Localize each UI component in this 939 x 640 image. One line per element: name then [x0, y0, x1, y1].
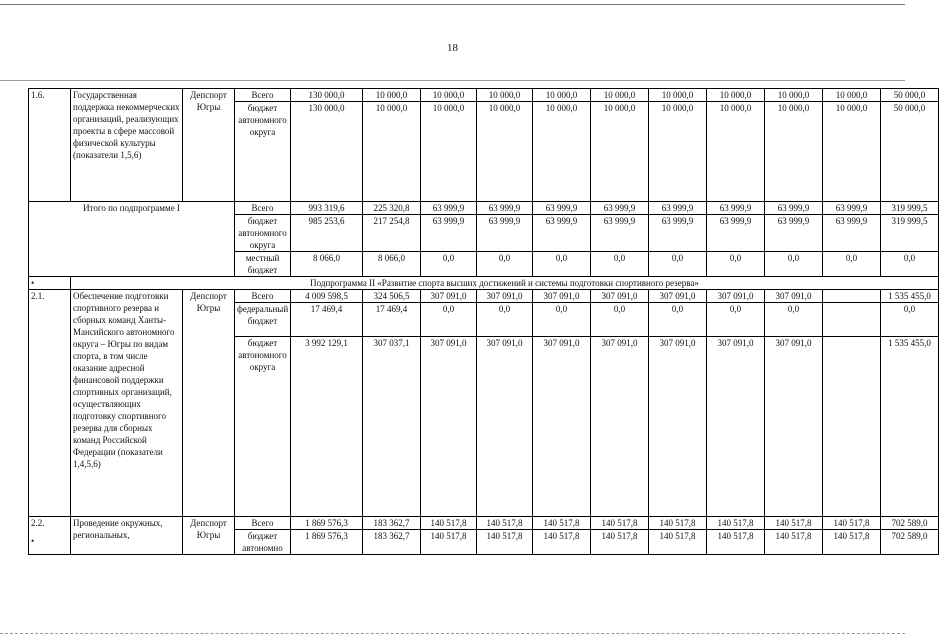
amount-cell: 702 589,0 [881, 530, 939, 555]
amount-cell: 10 000,0 [421, 89, 477, 102]
amount-cell: 10 000,0 [591, 102, 649, 202]
amount-cell: 0,0 [881, 252, 939, 277]
amount-cell: 140 517,8 [533, 517, 591, 530]
amount-cell: 307 091,0 [707, 337, 765, 517]
table-row [29, 202, 939, 215]
amount-cell: 0,0 [591, 252, 649, 277]
amount-cell: 140 517,8 [421, 530, 477, 555]
amount-cell: 0,0 [477, 252, 533, 277]
amount-cell: 319 999,5 [881, 202, 939, 215]
amount-cell: 140 517,8 [649, 517, 707, 530]
amount-cell: 63 999,9 [421, 215, 477, 252]
amount-cell: 10 000,0 [765, 102, 823, 202]
amount-cell: 0,0 [881, 303, 939, 337]
amount-cell: 130 000,0 [291, 89, 363, 102]
amount-cell: 319 999,5 [881, 215, 939, 252]
scan-edge-line [0, 80, 905, 81]
amount-cell: 10 000,0 [707, 102, 765, 202]
amount-cell [823, 337, 881, 517]
amount-cell: 324 506,5 [363, 290, 421, 303]
subprogram-heading-row [29, 277, 939, 290]
amount-cell: 63 999,9 [649, 202, 707, 215]
amount-cell: 307 091,0 [421, 290, 477, 303]
amount-cell: 140 517,8 [707, 517, 765, 530]
amount-cell: 307 091,0 [477, 337, 533, 517]
amount-cell: 63 999,9 [591, 202, 649, 215]
funding-source: бюджет автономно [235, 530, 291, 555]
amount-cell: 8 066,0 [363, 252, 421, 277]
page-number: 18 [447, 42, 458, 54]
funding-source: бюджет автономного округа [235, 215, 291, 252]
total-label: Итого по подпрограмме I [29, 202, 235, 277]
funding-source: Всего [235, 517, 291, 530]
amount-cell: 0,0 [421, 303, 477, 337]
amount-cell: 1 869 576,3 [291, 517, 363, 530]
amount-cell: 0,0 [477, 303, 533, 337]
amount-cell: 0,0 [765, 252, 823, 277]
funding-source: Всего [235, 290, 291, 303]
amount-cell: 10 000,0 [477, 89, 533, 102]
amount-cell: 17 469,4 [291, 303, 363, 337]
funding-source: Всего [235, 202, 291, 215]
amount-cell: 63 999,9 [823, 202, 881, 215]
amount-cell: 63 999,9 [707, 202, 765, 215]
amount-cell: 63 999,9 [421, 202, 477, 215]
amount-cell: 10 000,0 [363, 89, 421, 102]
funding-source: бюджет автономного округа [235, 102, 291, 202]
amount-cell: 8 066,0 [291, 252, 363, 277]
amount-cell: 10 000,0 [707, 89, 765, 102]
amount-cell: 130 000,0 [291, 102, 363, 202]
budget-table [28, 88, 939, 555]
amount-cell: 307 091,0 [533, 290, 591, 303]
amount-cell: 63 999,9 [477, 202, 533, 215]
amount-cell: 993 319,6 [291, 202, 363, 215]
funding-source: федеральный бюджет [235, 303, 291, 337]
amount-cell: 63 999,9 [765, 215, 823, 252]
amount-cell: 140 517,8 [765, 530, 823, 555]
measure-name: Обеспечение подготовки спортивного резерва и сборных команд Ханты-Мансийского автономного округа – Югры по видам спорта, в том числе оказание адресной финансовой поддержки спортивных организаций, осуществляющих подготовку спортивного резерва для сборных команд Российской Федерации (показатели 1,4,5,6) [71, 290, 183, 517]
funding-source: бюджет автономного округа [235, 337, 291, 517]
amount-cell: 307 091,0 [591, 337, 649, 517]
row-number: 1.6. [29, 89, 71, 202]
amount-cell: 140 517,8 [823, 530, 881, 555]
amount-cell: 63 999,9 [649, 215, 707, 252]
amount-cell: 140 517,8 [649, 530, 707, 555]
amount-cell: 985 253,6 [291, 215, 363, 252]
measure-name: Государственная поддержка некоммерческих организаций, реализующих проекты в сфере массовой физической культуры (показатели 1,5,6) [71, 89, 183, 202]
row-number: 2.1. [29, 290, 71, 517]
scan-edge-top [0, 4, 905, 5]
amount-cell: 225 320,8 [363, 202, 421, 215]
amount-cell: 50 000,0 [881, 102, 939, 202]
amount-cell: 183 362,7 [363, 530, 421, 555]
amount-cell: 63 999,9 [823, 215, 881, 252]
scan-edge-bottom [0, 633, 905, 634]
amount-cell: 0,0 [823, 252, 881, 277]
amount-cell: 10 000,0 [649, 89, 707, 102]
amount-cell [823, 290, 881, 303]
measure-name: Проведение окружных, региональных, [71, 517, 183, 555]
amount-cell: 140 517,8 [765, 517, 823, 530]
amount-cell: 183 362,7 [363, 517, 421, 530]
amount-cell [823, 303, 881, 337]
row-number: 2.2. [31, 518, 45, 528]
executor: Депспорт Югры [183, 89, 235, 202]
amount-cell: 10 000,0 [533, 89, 591, 102]
amount-cell: 307 037,1 [363, 337, 421, 517]
funding-source: Всего [235, 89, 291, 102]
amount-cell: 0,0 [533, 252, 591, 277]
amount-cell: 10 000,0 [533, 102, 591, 202]
table-row [29, 290, 939, 303]
amount-cell: 63 999,9 [533, 215, 591, 252]
amount-cell: 10 000,0 [591, 89, 649, 102]
amount-cell: 217 254,8 [363, 215, 421, 252]
amount-cell: 307 091,0 [765, 337, 823, 517]
amount-cell: 63 999,9 [591, 215, 649, 252]
amount-cell: 307 091,0 [649, 290, 707, 303]
executor: Депспорт Югры [183, 517, 235, 555]
table-row [29, 89, 939, 102]
amount-cell: 307 091,0 [649, 337, 707, 517]
amount-cell: 140 517,8 [421, 517, 477, 530]
funding-source: местный бюджет [235, 252, 291, 277]
table-body [29, 89, 939, 555]
amount-cell: 307 091,0 [765, 290, 823, 303]
amount-cell: 307 091,0 [591, 290, 649, 303]
amount-cell: 307 091,0 [707, 290, 765, 303]
executor: Депспорт Югры [183, 290, 235, 517]
amount-cell: 10 000,0 [649, 102, 707, 202]
amount-cell: 1 535 455,0 [881, 290, 939, 303]
amount-cell: 0,0 [533, 303, 591, 337]
amount-cell: 10 000,0 [823, 89, 881, 102]
amount-cell: 307 091,0 [533, 337, 591, 517]
amount-cell: 10 000,0 [363, 102, 421, 202]
amount-cell: 63 999,9 [533, 202, 591, 215]
amount-cell: 0,0 [591, 303, 649, 337]
amount-cell: 63 999,9 [477, 215, 533, 252]
amount-cell: 4 009 598,5 [291, 290, 363, 303]
amount-cell: 140 517,8 [477, 517, 533, 530]
amount-cell: 140 517,8 [477, 530, 533, 555]
amount-cell: 140 517,8 [823, 517, 881, 530]
amount-cell: 50 000,0 [881, 89, 939, 102]
amount-cell: 63 999,9 [765, 202, 823, 215]
amount-cell: 702 589,0 [881, 517, 939, 530]
amount-cell: 140 517,8 [591, 517, 649, 530]
amount-cell: 0,0 [649, 303, 707, 337]
bullet-mark: • [29, 277, 71, 290]
row-number [29, 517, 71, 555]
amount-cell: 307 091,0 [421, 337, 477, 517]
amount-cell: 10 000,0 [765, 89, 823, 102]
amount-cell: 0,0 [707, 252, 765, 277]
amount-cell: 0,0 [707, 303, 765, 337]
amount-cell: 63 999,9 [707, 215, 765, 252]
amount-cell: 140 517,8 [533, 530, 591, 555]
amount-cell: 307 091,0 [477, 290, 533, 303]
amount-cell: 140 517,8 [707, 530, 765, 555]
table-row [29, 517, 939, 530]
subprogram-title: Подпрограмма II «Развитие спорта высших достижений и системы подготовки спортивного резерва» [71, 277, 939, 290]
amount-cell: 10 000,0 [421, 102, 477, 202]
amount-cell: 17 469,4 [363, 303, 421, 337]
amount-cell: 3 992 129,1 [291, 337, 363, 517]
bullet-mark: • [31, 536, 35, 546]
amount-cell: 0,0 [421, 252, 477, 277]
amount-cell: 1 535 455,0 [881, 337, 939, 517]
amount-cell: 140 517,8 [591, 530, 649, 555]
amount-cell: 1 869 576,3 [291, 530, 363, 555]
amount-cell: 10 000,0 [823, 102, 881, 202]
amount-cell: 0,0 [649, 252, 707, 277]
amount-cell: 0,0 [765, 303, 823, 337]
amount-cell: 10 000,0 [477, 102, 533, 202]
